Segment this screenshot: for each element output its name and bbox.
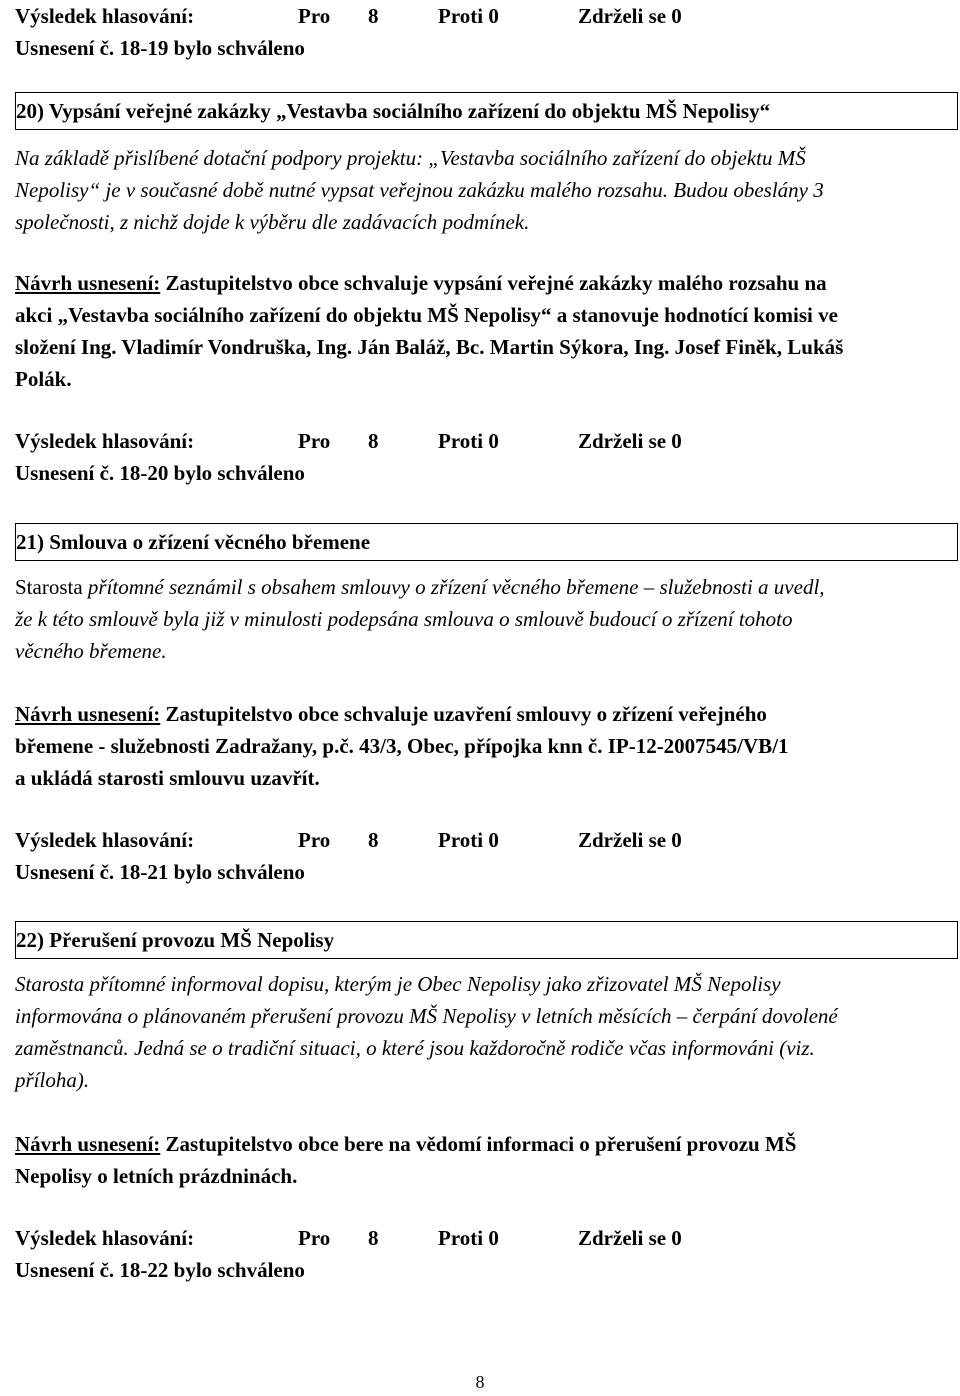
section-heading-text: 22) Přerušení provozu MŠ Nepolisy — [16, 928, 335, 952]
proposal-22 — [15, 1128, 947, 1192]
paragraph-line: zaměstnanců. Jedná se o tradiční situaci, o které jsou každoročně rodiče včas informováni (viz. — [15, 1036, 815, 1060]
resolution-text: Usnesení č. 18-19 bylo schváleno — [15, 36, 305, 60]
proposal-text: Zastupitelstvo obce schvaluje uzavření smlouvy o zřízení veřejného — [165, 702, 767, 726]
paragraph-line: věcného břemene. — [15, 639, 167, 663]
vote-block-21 — [15, 824, 947, 888]
proposal-line — [15, 698, 947, 730]
section-heading-21 — [15, 523, 958, 561]
vote-block-22 — [15, 1222, 947, 1286]
proposal-line — [15, 267, 947, 299]
proposal-20 — [15, 267, 947, 395]
proposal-text: Zastupitelstvo obce bere na vědomí informaci o přerušení provozu MŠ — [165, 1132, 797, 1156]
paragraph-line: Starosta přítomné informoval dopisu, kterým je Obec Nepolisy jako zřizovatel MŠ Nepolisy — [15, 972, 781, 996]
page-number: 8 — [475, 1372, 485, 1392]
proposal-label: Návrh usnesení: — [15, 702, 161, 726]
vote-label: Výsledek hlasování: — [15, 1226, 195, 1250]
proposal-line — [15, 1128, 947, 1160]
proposal-line: břemene - služebnosti Zadražany, p.č. 43/3, Obec, přípojka knn č. IP-12-2007545/VB/1 — [15, 734, 789, 758]
paragraph-text: přítomné seznámil s obsahem smlouvy o zřízení věcného břemene – služebnosti a uvedl, — [87, 575, 825, 599]
vote-pro: Pro — [298, 429, 331, 453]
paragraph-line: informována o plánovaném přerušení provozu MŠ Nepolisy v letních měsících – čerpání dovolené — [15, 1004, 838, 1028]
vote-pro-count: 8 — [368, 4, 379, 28]
section-paragraph-22 — [15, 968, 947, 1096]
vote-label: Výsledek hlasování: — [15, 4, 195, 28]
proposal-line: Polák. — [15, 367, 72, 391]
vote-pro-count: 8 — [368, 429, 379, 453]
vote-label: Výsledek hlasování: — [15, 429, 195, 453]
resolution-text: Usnesení č. 18-20 bylo schváleno — [15, 461, 305, 485]
proposal-line: akci „Vestavba sociálního zařízení do objektu MŠ Nepolisy“ a stanovuje hodnotící komisi ve — [15, 303, 838, 327]
resolution-text: Usnesení č. 18-22 bylo schváleno — [15, 1258, 305, 1282]
vote-pro-count: 8 — [368, 1226, 379, 1250]
vote-result-line — [15, 824, 947, 856]
vote-proti: Proti 0 — [438, 1226, 499, 1250]
proposal-text: Zastupitelstvo obce schvaluje vypsání veřejné zakázky malého rozsahu na — [165, 271, 827, 295]
section-heading-text: 21) Smlouva o zřízení věcného břemene — [16, 530, 371, 554]
proposal-21 — [15, 698, 947, 794]
paragraph-line: že k této smlouvě byla již v minulosti podepsána smlouva o smlouvě budoucí o zřízení tohoto — [15, 607, 793, 631]
vote-zdrzeli: Zdrželi se 0 — [578, 828, 682, 852]
vote-pro: Pro — [298, 1226, 331, 1250]
resolution-text: Usnesení č. 18-21 bylo schváleno — [15, 860, 305, 884]
section-heading-text: 20) Vypsání veřejné zakázky „Vestavba sociálního zařízení do objektu MŠ Nepolisy“ — [16, 99, 771, 123]
vote-proti: Proti 0 — [438, 429, 499, 453]
paragraph-text: Nepolisy“ je v současné době nutné vypsat veřejnou zakázku malého rozsahu. — [15, 178, 669, 202]
vote-zdrzeli: Zdrželi se 0 — [578, 4, 682, 28]
proposal-label: Návrh usnesení: — [15, 271, 161, 295]
proposal-line: složení Ing. Vladimír Vondruška, Ing. Ján Baláž, Bc. Martin Sýkora, Ing. Josef Finěk, Lukáš — [15, 335, 844, 359]
paragraph-text: Budou obeslány 3 — [673, 178, 824, 202]
vote-pro: Pro — [298, 828, 331, 852]
paragraph-line — [15, 571, 947, 603]
vote-block-20 — [15, 425, 947, 489]
paragraph-line: příloha). — [15, 1068, 90, 1092]
section-heading-22 — [15, 921, 958, 959]
proposal-line: Nepolisy o letních prázdninách. — [15, 1164, 298, 1188]
paragraph-line — [15, 174, 947, 206]
paragraph-line: Na základě přislíbené dotační podpory projektu: „Vestavba sociálního zařízení do objektu MŠ — [15, 146, 806, 170]
section-heading-20 — [15, 92, 958, 130]
vote-proti: Proti 0 — [438, 828, 499, 852]
vote-result-line — [15, 425, 947, 457]
vote-block-19 — [15, 0, 947, 64]
vote-pro-count: 8 — [368, 828, 379, 852]
section-paragraph-21 — [15, 571, 947, 667]
vote-result-line — [15, 0, 947, 32]
vote-result-line — [15, 1222, 947, 1254]
vote-proti: Proti 0 — [438, 4, 499, 28]
proposal-line: a ukládá starosti smlouvu uzavřít. — [15, 766, 320, 790]
vote-pro: Pro — [298, 4, 331, 28]
paragraph-text: Starosta — [15, 575, 83, 599]
paragraph-line: společnosti, z nichž dojde k výběru dle zadávacích podmínek. — [15, 210, 530, 234]
vote-zdrzeli: Zdrželi se 0 — [578, 429, 682, 453]
section-paragraph-20 — [15, 142, 947, 238]
vote-label: Výsledek hlasování: — [15, 828, 195, 852]
proposal-label: Návrh usnesení: — [15, 1132, 161, 1156]
vote-zdrzeli: Zdrželi se 0 — [578, 1226, 682, 1250]
